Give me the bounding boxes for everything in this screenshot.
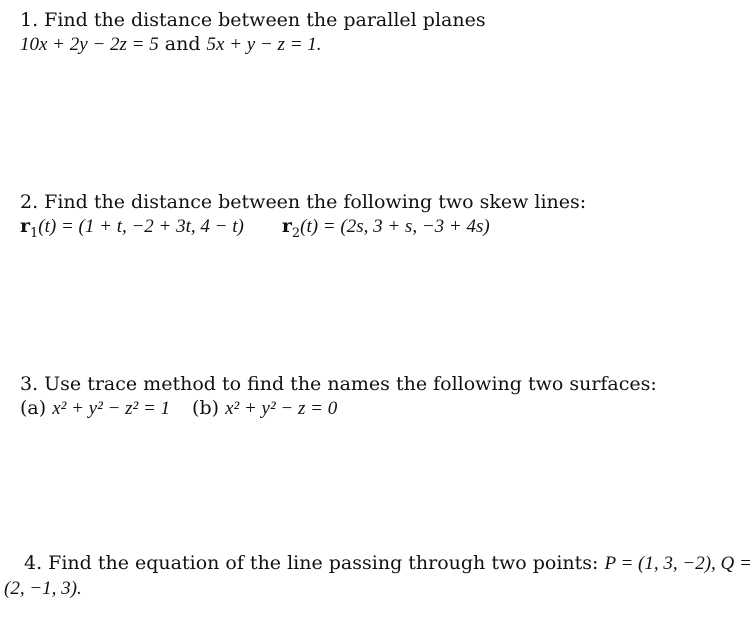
point-q-value: (2, −1, 3). <box>4 578 82 599</box>
part-a-label: (a) <box>20 397 47 419</box>
problem-4 <box>4 551 752 601</box>
line-1-equation: (t) = (1 + t, −2 + 3t, 4 − t) <box>38 216 244 237</box>
points-expression: P = (1, 3, −2), Q = <box>604 553 752 574</box>
r2-symbol: r <box>281 215 292 237</box>
problem-1 <box>20 8 700 57</box>
problem-3-statement: 3. Use trace method to find the names the following two surfaces: <box>20 373 657 395</box>
plane-2-equation: 5x + y − z = 1. <box>206 34 322 55</box>
problem-2 <box>20 190 700 246</box>
problem-1-equations <box>20 32 700 57</box>
surface-a-equation: x² + y² − z² = 1 <box>52 398 171 419</box>
plane-1-equation: 10x + 2y − 2z = 5 <box>20 34 159 55</box>
r1-symbol: r <box>20 215 31 237</box>
r2-subscript: 2 <box>291 225 301 241</box>
problem-2-lines <box>20 214 700 246</box>
problem-3-surfaces <box>20 396 700 421</box>
problem-4-line-2 <box>4 576 694 601</box>
problem-4-statement: 4. Find the equation of the line passing through two points: <box>24 552 599 574</box>
problem-4-line-1 <box>4 551 752 576</box>
surface-b-equation: x² + y² − z = 0 <box>225 398 338 419</box>
part-b-label: (b) <box>192 397 220 419</box>
problem-3 <box>20 372 700 421</box>
line-2-equation: (t) = (2s, 3 + s, −3 + 4s) <box>300 216 490 237</box>
problem-2-statement: 2. Find the distance between the following two skew lines: <box>20 191 587 213</box>
problem-1-joiner: and <box>158 33 207 55</box>
problem-1-statement: 1. Find the distance between the parallel planes <box>20 9 486 31</box>
r1-subscript: 1 <box>30 225 39 241</box>
